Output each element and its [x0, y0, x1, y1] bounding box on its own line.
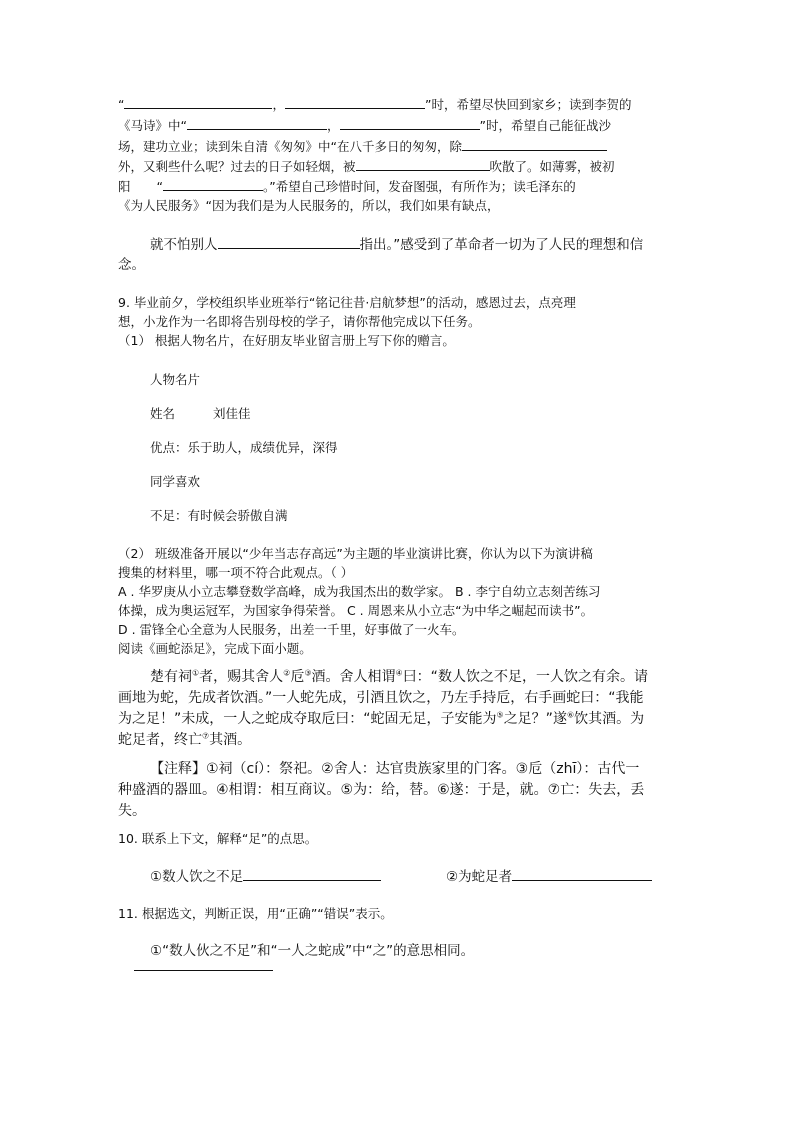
poetry-line-5: 阳 “ 。”希望自己珍惜时间，发奋图强，有所作为；读毛泽东的: [118, 179, 576, 194]
card-merit: 优点：乐于助人，成绩优异，深得: [150, 440, 338, 455]
answer-blank[interactable]: [340, 116, 480, 130]
answer-blank[interactable]: [124, 95, 272, 109]
card-name-row: 姓名 刘佳佳: [150, 406, 251, 421]
answer-blank[interactable]: [356, 157, 490, 171]
q9-options-line-1: A . 华罗庚从小立志攀登数学高峰，成为我国杰出的数学家。 B . 李宁自幼立志刻苦练习: [118, 584, 601, 599]
poetry-line-7: 就不怕别人 指出。”感受到了革命者一切为了人民的理想和信: [150, 237, 644, 253]
notes-line-2: 种盛酒的器皿。④相谓：相互商议。⑤为：给，替。⑥遂：于是，就。⑦亡：失去，丢: [118, 782, 645, 798]
poetry-line-2: 《马诗》中“ ， ”时，希望自己能征战沙: [118, 118, 611, 133]
q9-options-line-2: 体操，成为奥运冠军，为国家争得荣誉。 C . 周恩来从小立志“为中华之崛起而读书”。: [118, 603, 594, 618]
answer-blank[interactable]: [285, 95, 425, 109]
notes-line-3: 失。: [118, 803, 146, 819]
q10-title: 10. 联系上下文，解释“足”的点思。: [118, 831, 318, 846]
answer-blank[interactable]: [218, 235, 360, 249]
q11-title: 11. 根据选文，判断正误，用“正确”“错误”表示。: [118, 906, 393, 921]
passage-line-3: 为之足！”未成，一人之蛇成夺取卮曰：“蛇固无足，子安能为⑤之足？”遂⑥饮其酒。为: [118, 710, 645, 727]
reading-instruction: 阅读《画蛇添足》，完成下面小题。: [118, 641, 312, 656]
passage-line-4: 蛇足者，终亡⑦其酒。: [118, 731, 252, 748]
poetry-line-8: 念。: [118, 257, 145, 273]
q9-subquestion-1: （1） 根据人物名片，在好朋友毕业留言册上写下你的赠言。: [118, 333, 455, 348]
card-flaw: 不足：有时候会骄傲自满: [150, 508, 288, 523]
answer-blank[interactable]: [462, 137, 607, 151]
poetry-line-6: 《为人民服务》“因为我们是为人民服务的，所以，我们如果有缺点，: [118, 198, 500, 213]
answer-blank[interactable]: [512, 867, 652, 881]
poetry-line-1: “ ， ”时，希望尽快回到家乡；读到李贺的: [118, 97, 632, 112]
q9-stem-line-1: 9. 毕业前夕，学校组织毕业班举行“铭记往昔·启航梦想”的活动，感恩过去，点亮理: [118, 295, 576, 310]
answer-blank[interactable]: [163, 177, 263, 191]
q9-options-line-3: D . 雷锋全心全意为人民服务，出差一千里，好事做了一火车。: [118, 622, 465, 637]
q9-subquestion-2-line-1: （2） 班级准备开展以“少年当志存高远”为主题的毕业演讲比赛，你认为以下为演讲稿: [118, 546, 593, 561]
q10-item-a: ①数人饮之不足: [150, 867, 381, 885]
q9-subquestion-2-line-2: 搜集的材料里，哪一项不符合此观点。（ ）: [118, 565, 354, 580]
card-title: 人物名片: [150, 372, 201, 387]
passage-line-2: 画地为蛇，先成者饮酒。”一人蛇先成，引酒且饮之，乃左手持卮，右手画蛇曰：“我能: [118, 690, 644, 706]
answer-blank[interactable]: [187, 116, 327, 130]
card-merit-continued: 同学喜欢: [150, 474, 201, 489]
q9-stem-line-2: 想，小龙作为一名即将告别母校的学子，请你帮他完成以下任务。: [118, 314, 481, 329]
answer-blank[interactable]: [243, 867, 381, 881]
passage-line-1: 楚有祠①者，赐其舍人②卮③酒。舍人相谓④曰：“数人饮之不足，一人饮之有余。请: [150, 668, 648, 685]
q11-answer-line[interactable]: [134, 970, 273, 971]
q11-item-1: ①“数人伙之不足”和“一人之蛇成”中“之”的意思相同。: [150, 943, 475, 959]
q10-item-b: ②为蛇足者: [446, 867, 652, 885]
notes-line-1: 【注释】①祠（cí）：祭祀。②舍人：达官贵族家里的门客。③卮（zhī）：古代一: [150, 761, 640, 777]
poetry-line-3: 场，建功立业；读到朱自清《匆匆》中“在八千多日的匆匆，除: [118, 137, 607, 155]
poetry-line-4: 外，又剩些什么呢？过去的日子如轻烟，被 吹散了。如薄雾，被初: [118, 159, 615, 174]
